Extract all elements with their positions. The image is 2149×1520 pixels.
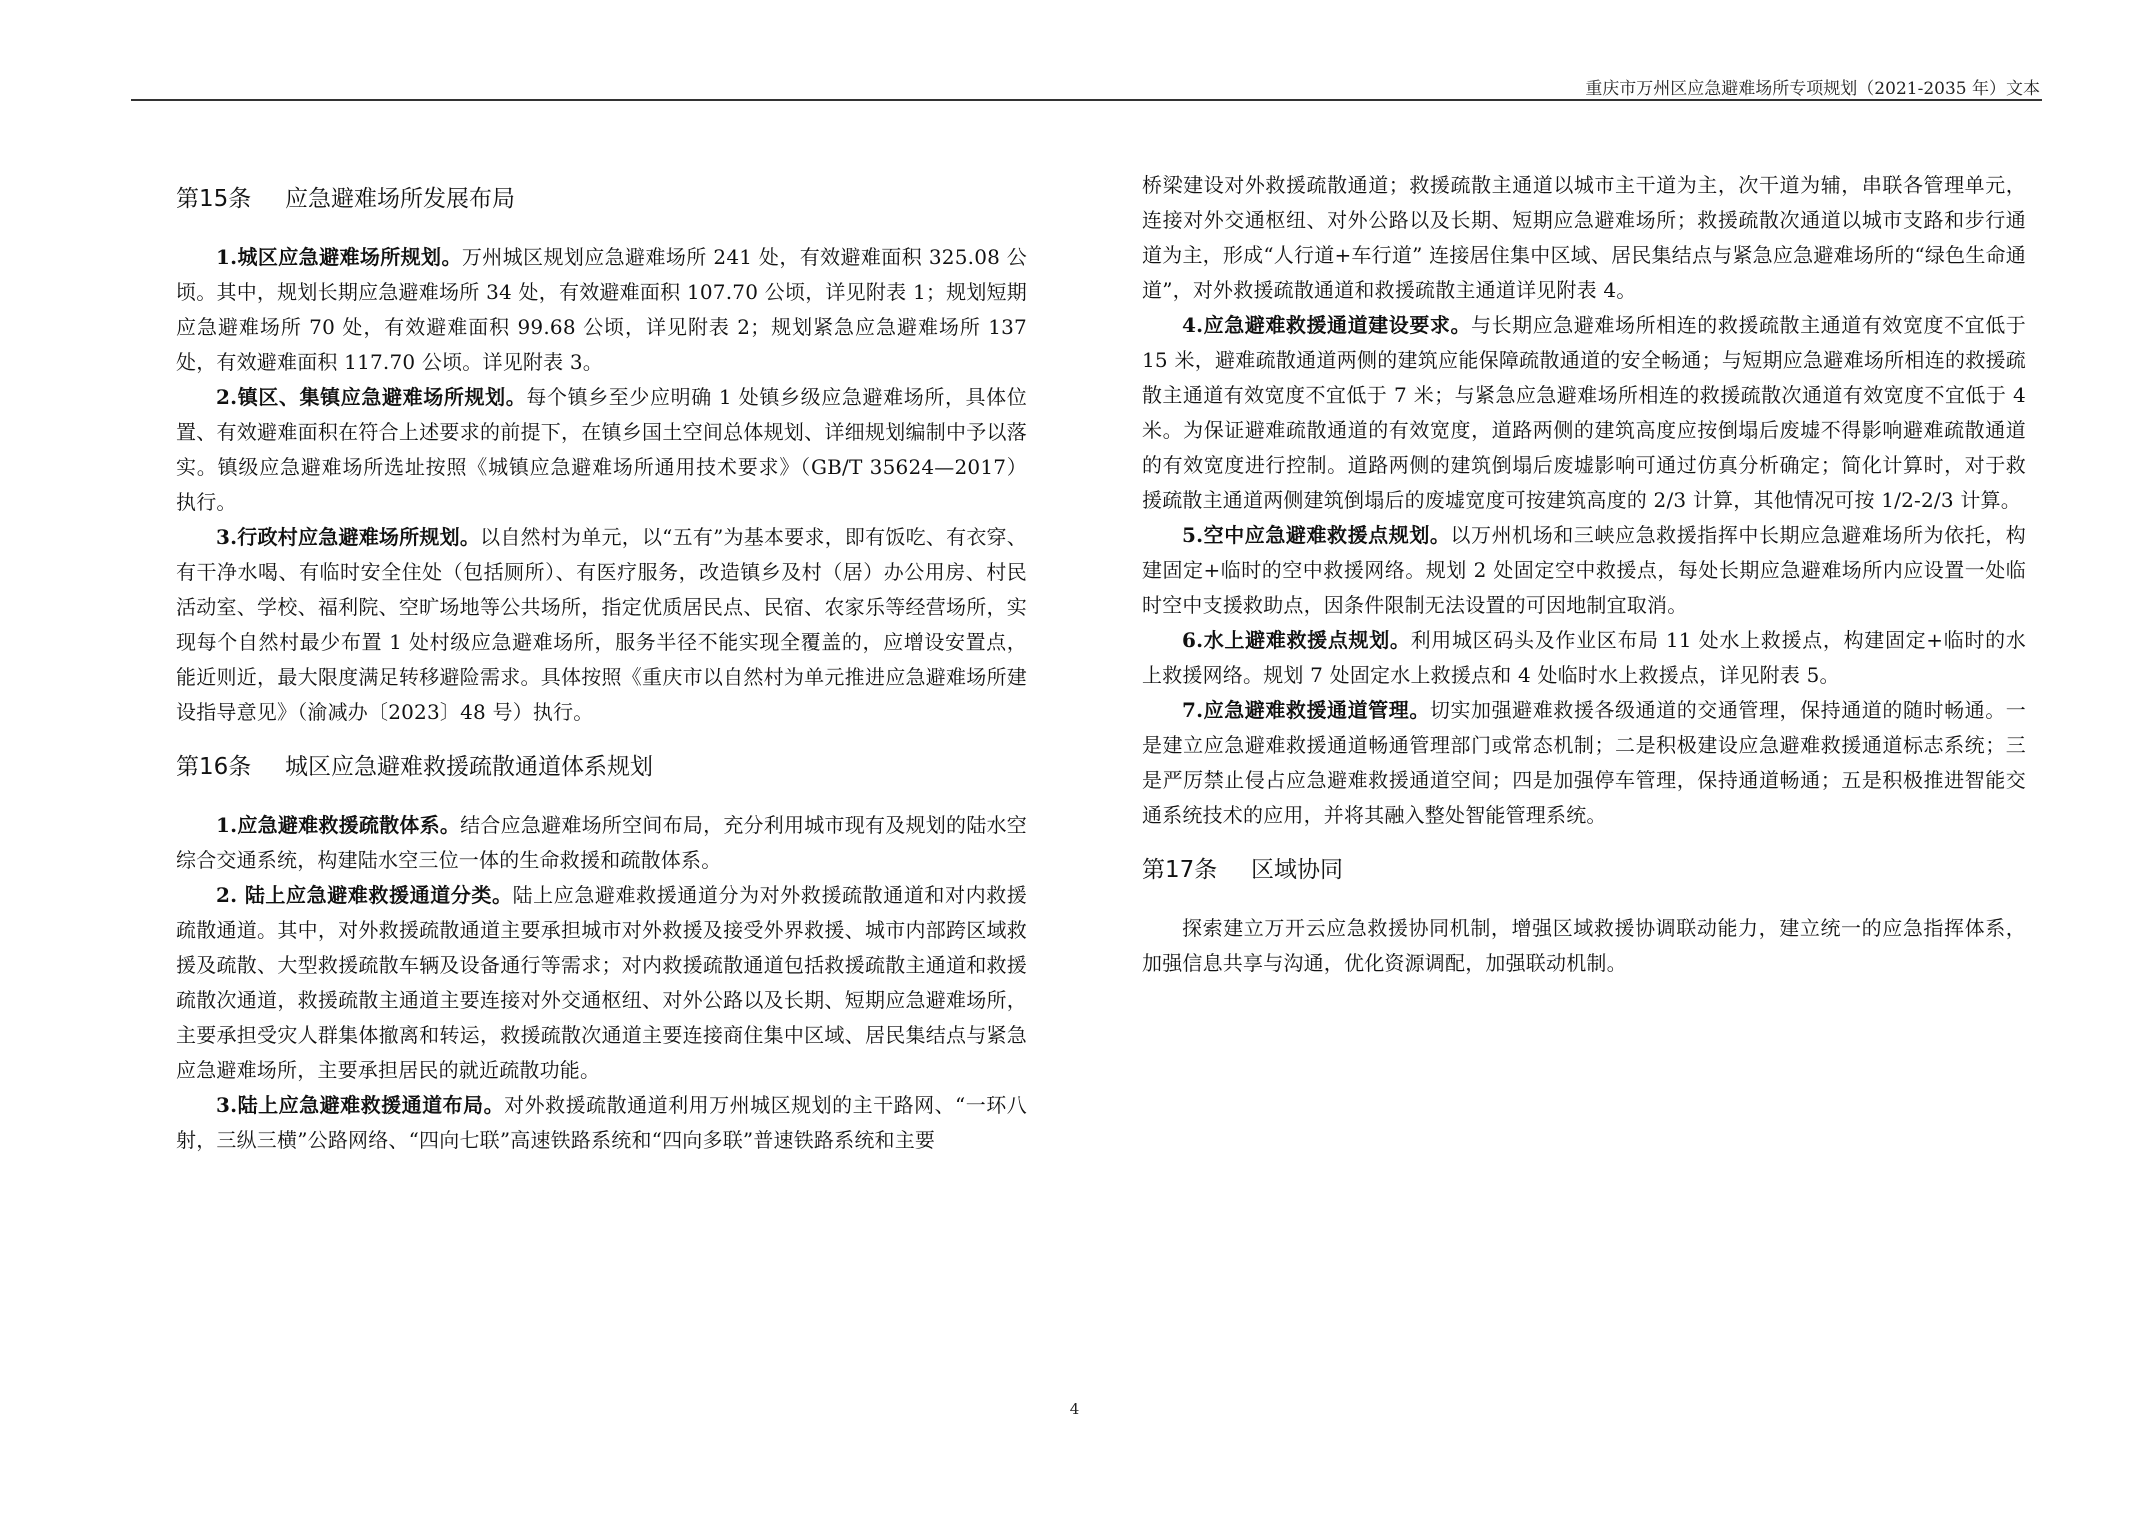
paragraph-lead: 7.应急避难救援通道管理。 (1182, 698, 1430, 722)
running-header: 重庆市万州区应急避难场所专项规划（2021-2035 年）文本 (1585, 79, 2040, 99)
article-16-paragraph-3 (176, 1088, 1027, 1158)
paragraph-body: 以自然村为单元，以“五有”为基本要求，即有饭吃、有衣穿、有干净水喝、有临时安全住处（包括厕所）、有医疗服务，改造镇乡及村（居）办公用房、村民活动室、学校、福利院、空旷场地等公共场所，指定优质居民点、民宿、农家乐等经营场所，实现每个自然村最少布置 1 处村级应急避难场所，服务半径不能实现全覆盖的，应增设安置点，能近则近，最大限度满足转移避险需求。具体按照《重庆市以自然村为单元推进应急避难场所建设指导意见》（渝减办〔2023〕48 号）执行。 (176, 525, 1027, 724)
paragraph-lead: 2. 陆上应急避难救援通道分类。 (216, 883, 513, 907)
paragraph-lead: 5.空中应急避难救援点规划。 (1182, 523, 1451, 547)
article-16-paragraph-3-continued: 桥梁建设对外救援疏散通道；救援疏散主通道以城市主干道为主，次干道为辅，串联各管理单元，连接对外交通枢纽、对外公路以及长期、短期应急避难场所；救援疏散次通道以城市支路和步行通道为主，形成“人行道+车行道” 连接居住集中区域、居民集结点与紧急应急避难场所的“绿色生命通道”，对外救援疏散通道和救援疏散主通道详见附表 4。 (1142, 173, 2026, 302)
article-15-title: 应急避难场所发展布局 (285, 186, 515, 212)
paragraph-body: 结合应急避难场所空间布局，充分利用城市现有及规划的陆水空综合交通系统，构建陆水空三位一体的生命救援和疏散体系。 (176, 813, 1027, 872)
article-16-title: 城区应急避难救援疏散通道体系规划 (285, 754, 653, 780)
article-16-paragraph-7 (1142, 693, 2026, 833)
paragraph-lead: 1.城区应急避难场所规划。 (216, 245, 462, 269)
paragraph-body: 陆上应急避难救援通道分为对外救援疏散通道和对内救援疏散通道。其中，对外救援疏散通道主要承担城市对外救援及接受外界救援、城市内部跨区域救援及疏散、大型救援疏散车辆及设备通行等需求；对内救援疏散通道包括救援疏散主通道和救援疏散次通道，救援疏散主通道主要连接对外交通枢纽、对外公路以及长期、短期应急避难场所，主要承担受灾人群集体撤离和转运，救援疏散次通道主要连接商住集中区域、居民集结点与紧急应急避难场所，主要承担居民的就近疏散功能。 (176, 883, 1028, 1082)
article-17-title: 区域协同 (1251, 857, 1343, 883)
paragraph-body: 对外救援疏散通道利用万州城区规划的主干路网、“一环八射，三纵三横”公路网络、“四向七联”高速铁路系统和“四向多联”普速铁路系统和主要 (176, 1093, 1027, 1152)
header-rule (131, 99, 2042, 101)
left-column (176, 182, 1027, 1158)
article-16-paragraph-6 (1142, 623, 2026, 693)
paragraph-body: 与长期应急避难场所相连的救援疏散主通道有效宽度不宜低于 15 米，避难疏散通道两侧的建筑应能保障疏散通道的安全畅通；与短期应急避难场所相连的救援疏散主通道有效宽度不宜低于 7 米；与紧急应急避难场所相连的救援疏散次通道有效宽度不宜低于 4 米。为保证避难疏散通道的有效宽度，道路两侧的建筑高度应按倒塌后废墟不得影响避难疏散通道的有效宽度进行控制。道路两侧的建筑倒塌后废墟影响可通过仿真分析确定；简化计算时，对于救援疏散主通道两侧建筑倒塌后的废墟宽度可按建筑高度的 2/3 计算，其他情况可按 1/2-2/3 计算。 (1142, 313, 2026, 512)
article-17-number: 第17条 (1142, 857, 1218, 883)
article-15-number: 第15条 (176, 186, 252, 212)
paragraph-body: 每个镇乡至少应明确 1 处镇乡级应急避难场所，具体位置、有效避难面积在符合上述要求的前提下，在镇乡国土空间总体规划、详细规划编制中予以落实。镇级应急避难场所选址按照《城镇应急避难场所通用技术要求》（GB/T 35624—2017）执行。 (176, 385, 1027, 514)
paragraph-body: 万州城区规划应急避难场所 241 处，有效避难面积 325.08 公顷。其中，规划长期应急避难场所 34 处，有效避难面积 107.70 公顷，详见附表 1；规划短期应急避难场所 70 处，有效避难面积 99.68 公顷，详见附表 2；规划紧急应急避难场所 137 处，有效避难面积 117.70 公顷。详见附表 3。 (176, 245, 1027, 374)
article-15-paragraph-2 (176, 380, 1027, 520)
paragraph-lead: 3.行政村应急避难场所规划。 (216, 525, 481, 549)
article-16-paragraph-4 (1142, 308, 2026, 518)
paragraph-lead: 3.陆上应急避难救援通道布局。 (216, 1093, 505, 1117)
article-16-number: 第16条 (176, 754, 252, 780)
article-16-paragraph-2 (176, 878, 1027, 1088)
right-column (1142, 168, 2026, 981)
paragraph-lead: 2.镇区、集镇应急避难场所规划。 (216, 385, 527, 409)
article-17-paragraph-1: 探索建立万开云应急救援协同机制，增强区域救援协调联动能力，建立统一的应急指挥体系，加强信息共享与沟通，优化资源调配，加强联动机制。 (1142, 916, 2026, 975)
paragraph-lead: 4.应急避难救援通道建设要求。 (1182, 313, 1472, 337)
article-15-heading (176, 182, 1027, 216)
page-number: 4 (1069, 1400, 1080, 1418)
article-16-paragraph-5 (1142, 518, 2026, 623)
article-15-paragraph-3 (176, 520, 1027, 730)
paragraph-lead: 1.应急避难救援疏散体系。 (216, 813, 461, 837)
paragraph-body: 利用城区码头及作业区布局 11 处水上救援点，构建固定+临时的水上救援网络。规划 7 处固定水上救援点和 4 处临时水上救援点，详见附表 5。 (1142, 628, 2027, 687)
paragraph-body: 以万州机场和三峡应急救援指挥中长期应急避难场所为依托，构建固定+临时的空中救援网络。规划 2 处固定空中救援点，每处长期应急避难场所内应设置一处临时空中支援救助点，因条件限制无法设置的可因地制宜取消。 (1142, 523, 2026, 617)
article-16-paragraph-1 (176, 808, 1027, 878)
paragraph-body: 切实加强避难救援各级通道的交通管理，保持通道的随时畅通。一是建立应急避难救援通道畅通管理部门或常态机制；二是积极建设应急避难救援通道标志系统；三是严厉禁止侵占应急避难救援通道空间；四是加强停车管理，保持通道畅通；五是积极推进智能交通系统技术的应用，并将其融入整处智能管理系统。 (1142, 698, 2026, 827)
article-15-paragraph-1 (176, 240, 1027, 380)
article-16-heading (176, 750, 1027, 784)
paragraph-lead: 6.水上避难救援点规划。 (1182, 628, 1411, 652)
article-17-heading (1142, 853, 2026, 887)
